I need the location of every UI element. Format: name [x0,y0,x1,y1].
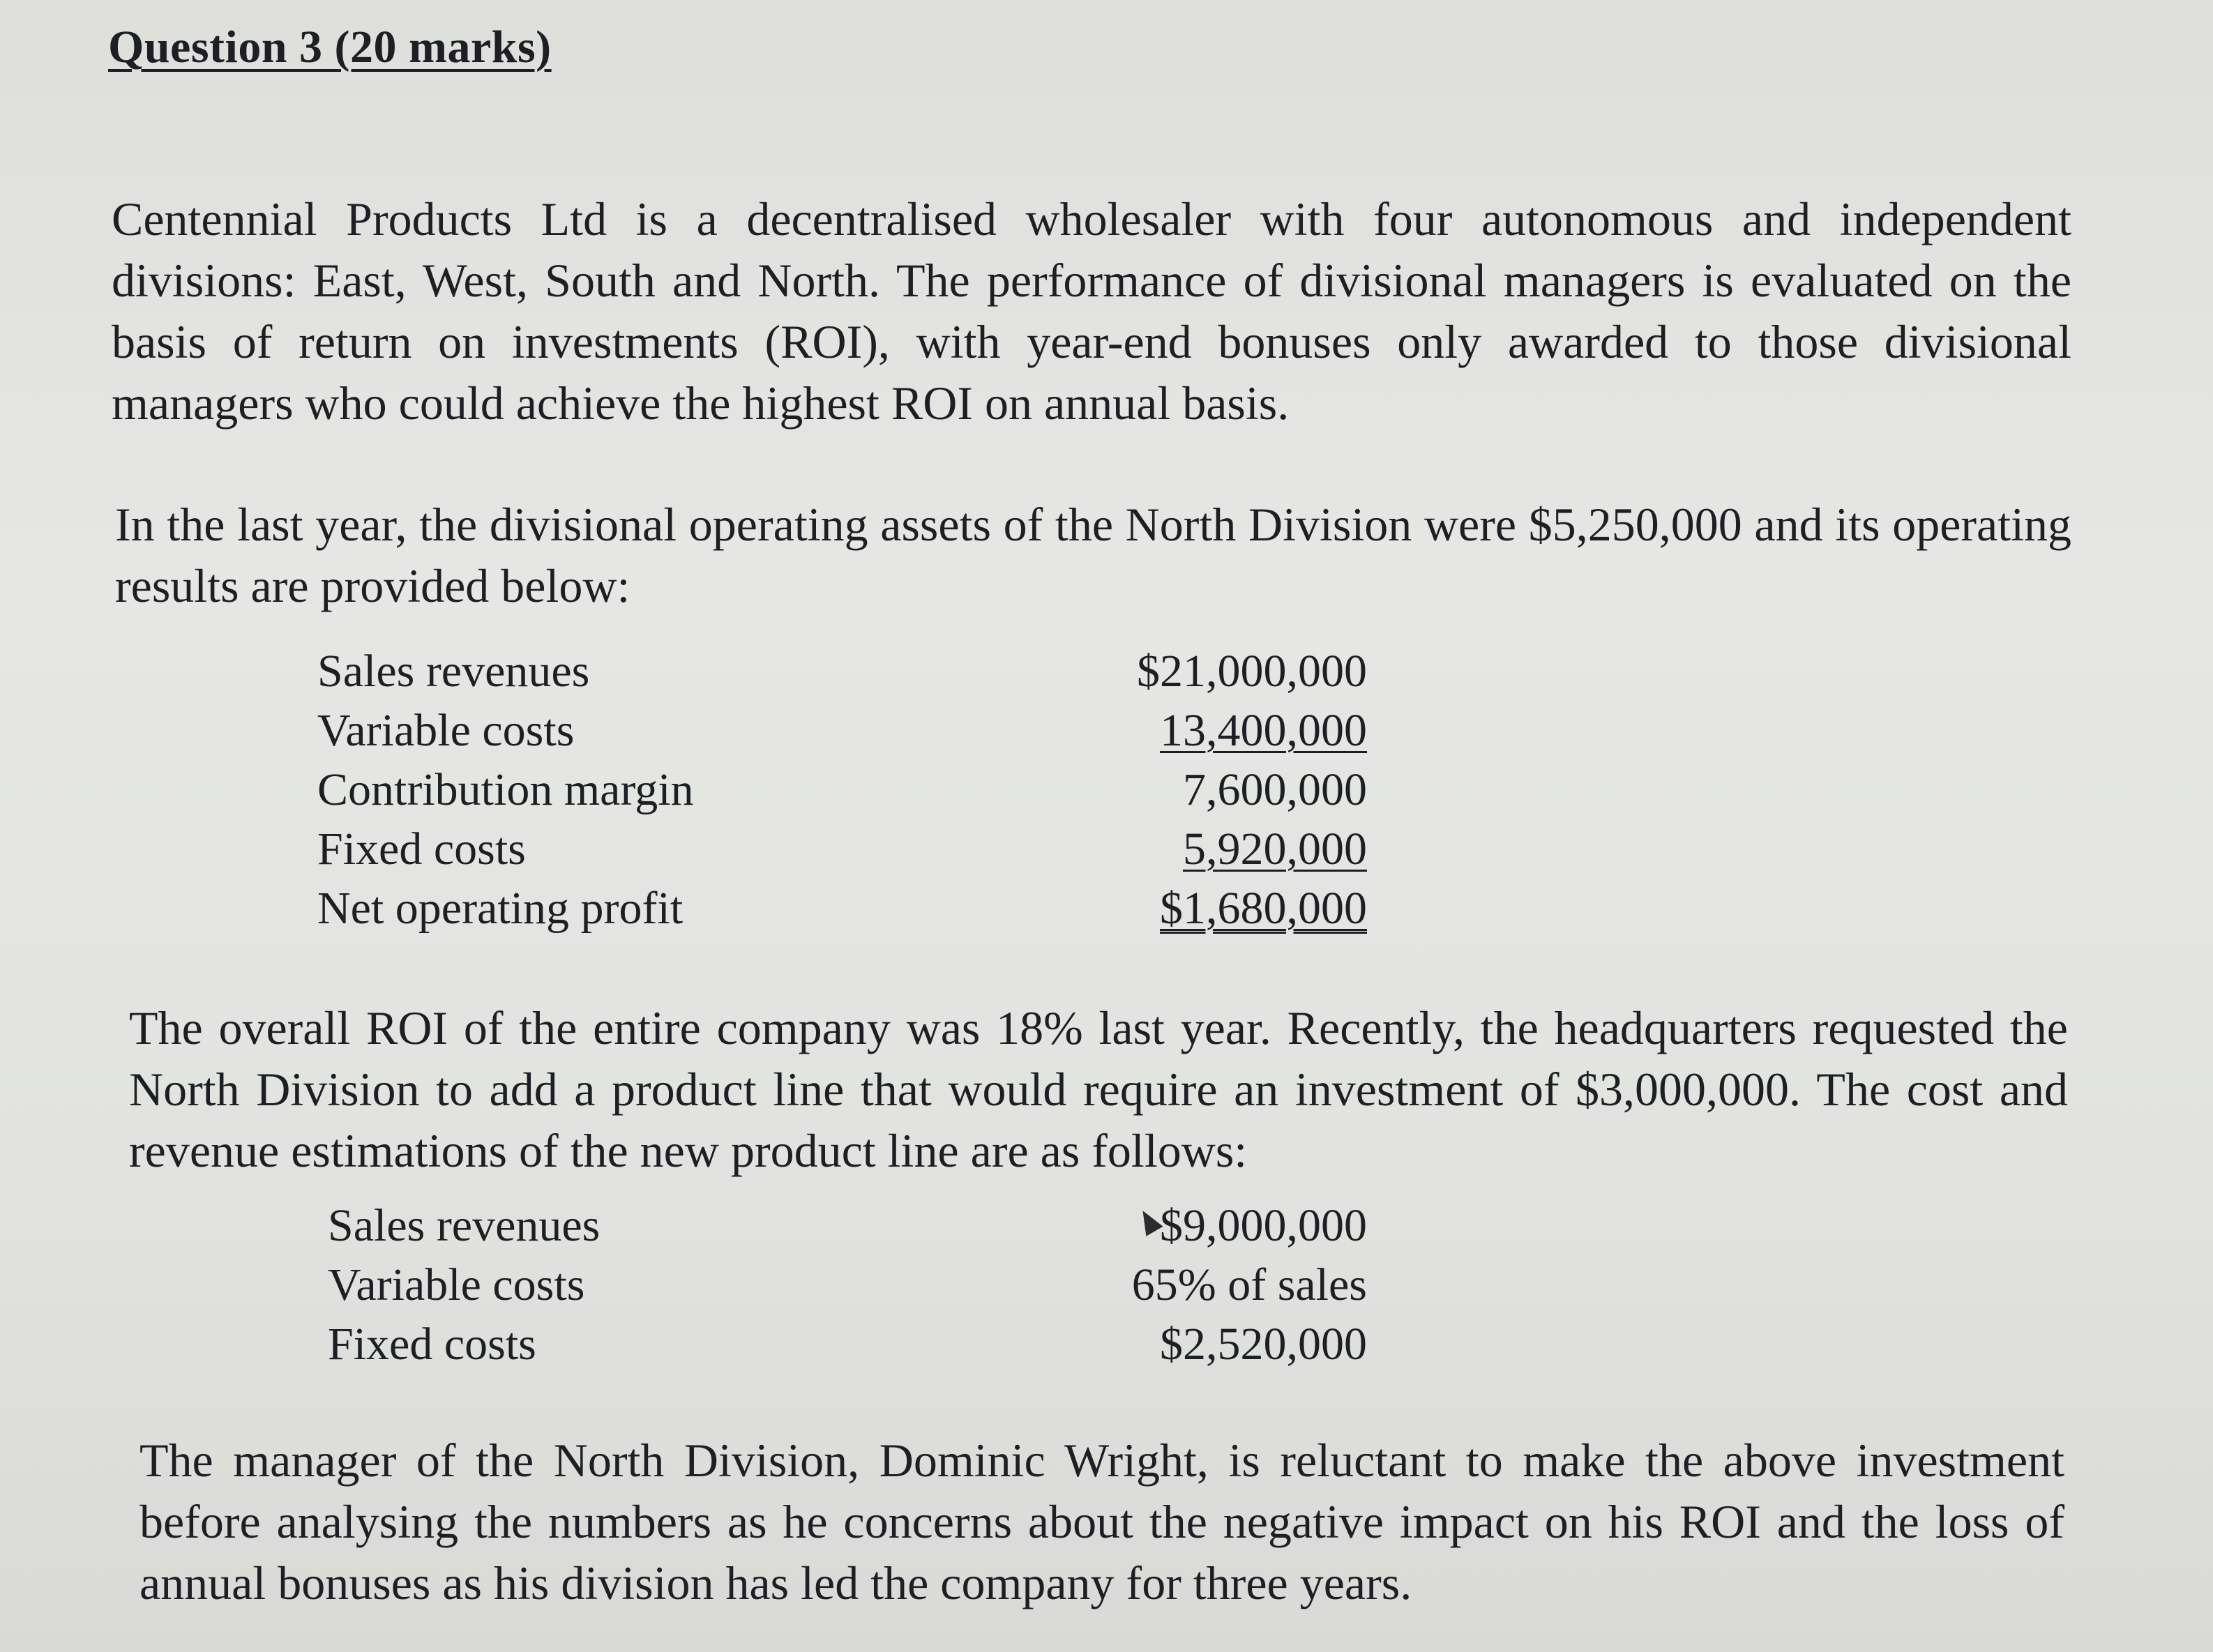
row-value: 7,600,000 [1183,764,1367,815]
company-roi-paragraph: The overall ROI of the entire company was 18% last year. Recently, the headquarters requested the North Division to add a product line that would require an investment of $3,000,000. The cost and revenue estimations of the new product line are as follows: [129,1001,2068,1177]
row-value: 65% of sales [1131,1259,1367,1310]
table-row [317,823,1367,882]
table-row [328,1318,1367,1377]
table-row [317,882,1367,941]
table-row [328,1199,1367,1259]
row-value: $21,000,000 [1137,646,1367,697]
operating-results-table [317,645,1367,941]
intro-paragraph: Centennial Products Ltd is a decentralised wholesaler with four autonomous and independent divisions: East, West, South and North. The performance of divisional managers is evaluated on the basis of return on investments (ROI), with year-end bonuses only awarded to those divisional managers who could achieve the highest ROI on annual basis. [112,192,2071,430]
row-label: Sales revenues [317,646,590,697]
table-row [317,645,1367,704]
table-row [317,704,1367,764]
row-label: Variable costs [328,1259,585,1310]
row-label: Fixed costs [317,824,526,874]
row-label: Sales revenues [328,1200,601,1251]
row-value: 13,400,000 [1160,705,1367,756]
row-value: 5,920,000 [1183,824,1367,874]
new-product-line-table [328,1199,1367,1377]
row-label: Variable costs [317,705,575,756]
question-title: Question 3 (20 marks) [108,22,552,73]
table-row [317,764,1367,823]
table-row [328,1259,1367,1318]
row-value: $1,680,000 [1160,883,1367,934]
manager-concern-paragraph: The manager of the North Division, Dominic Wright, is reluctant to make the above investment before analysing the numbers as he concerns about the negative impact on his ROI and the loss of annual bonuses as his division has led the company for three years. [139,1434,2064,1609]
row-label: Net operating profit [317,883,683,934]
mouse-pointer-icon [1134,1206,1163,1236]
row-value-text: $9,000,000 [1160,1200,1367,1251]
row-label: Fixed costs [328,1319,536,1370]
operating-assets-paragraph: In the last year, the divisional operating assets of the North Division were $5,250,000 and its operating results are provided below: [115,498,2071,612]
row-value [1160,1199,1367,1252]
row-label: Contribution margin [317,764,694,815]
row-value: $2,520,000 [1160,1319,1367,1370]
